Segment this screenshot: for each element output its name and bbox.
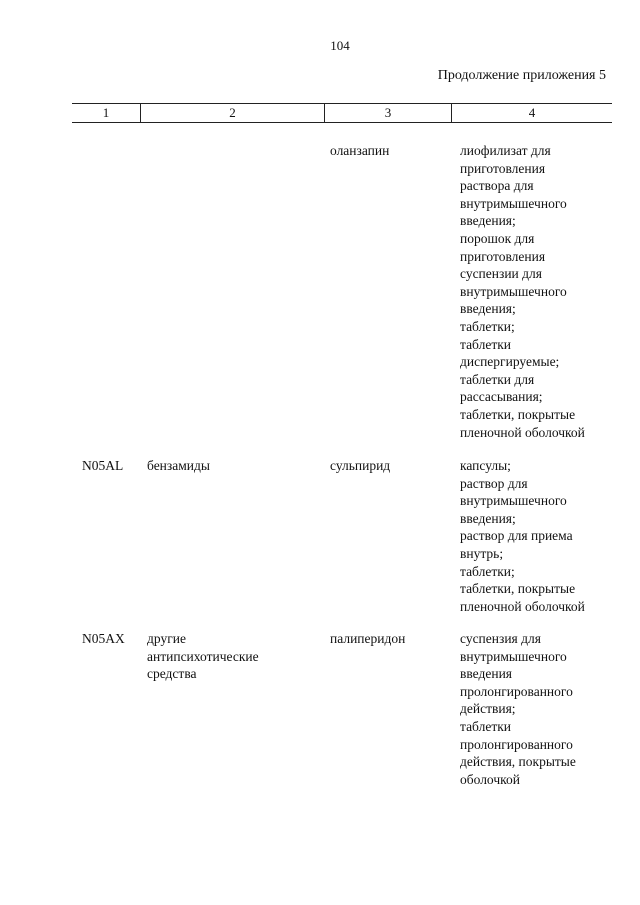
dosage-forms bbox=[460, 457, 620, 615]
dosage-form-line: таблетки для bbox=[460, 371, 535, 387]
dosage-form-line: раствора для bbox=[460, 178, 534, 194]
continuation-label: Продолжение приложения 5 bbox=[437, 68, 606, 83]
header-col-1: 1 bbox=[102, 105, 110, 120]
dosage-form-line: суспензии для bbox=[460, 266, 542, 282]
dosage-forms bbox=[460, 630, 620, 788]
table-header bbox=[72, 103, 612, 123]
header-col-4: 4 bbox=[528, 105, 536, 120]
drug-group bbox=[147, 457, 317, 475]
dosage-form-line: раствор для bbox=[460, 475, 528, 491]
dosage-form-line: лиофилизат для bbox=[460, 143, 551, 158]
dosage-form-line: внутримышечного bbox=[460, 648, 567, 664]
dosage-form-line: пленочной оболочкой bbox=[460, 598, 585, 614]
atc-code: N05AX bbox=[82, 631, 125, 646]
dosage-form-line: диспергируемые; bbox=[460, 354, 560, 370]
dosage-form-line: введения; bbox=[460, 301, 516, 317]
drug-group bbox=[147, 630, 317, 683]
dosage-form-line: введения bbox=[460, 666, 513, 682]
drug-name: оланзапин bbox=[330, 143, 390, 158]
dosage-form-line: внутримышечного bbox=[460, 283, 567, 299]
dosage-form-line: пленочной оболочкой bbox=[460, 424, 585, 440]
dosage-forms bbox=[460, 142, 620, 441]
dosage-form-line: рассасывания; bbox=[460, 389, 543, 405]
header-col-3: 3 bbox=[384, 105, 392, 120]
dosage-form-line: таблетки bbox=[460, 336, 512, 352]
drug-group-line: бензамиды bbox=[147, 458, 210, 473]
dosage-form-line: действия; bbox=[460, 701, 516, 717]
dosage-form-line: введения; bbox=[460, 510, 516, 526]
dosage-form-line: внутрь; bbox=[460, 545, 504, 561]
drug-group-line: другие bbox=[147, 631, 186, 646]
dosage-form-line: капсулы; bbox=[460, 458, 511, 473]
dosage-form-line: порошок для bbox=[460, 230, 535, 246]
header-col-2: 2 bbox=[229, 105, 236, 120]
dosage-form-line: пролонгированного bbox=[460, 736, 573, 752]
atc-code: N05AL bbox=[82, 458, 124, 473]
dosage-form-line: суспензия для bbox=[460, 631, 541, 646]
dosage-form-line: таблетки bbox=[460, 718, 512, 734]
dosage-form-line: таблетки; bbox=[460, 318, 515, 334]
page-number: 104 bbox=[330, 38, 350, 53]
drug-group-line: средства bbox=[147, 666, 197, 682]
dosage-form-line: таблетки, покрытые bbox=[460, 581, 576, 597]
dosage-form-line: приготовления bbox=[460, 248, 546, 264]
dosage-form-line: таблетки, покрытые bbox=[460, 406, 576, 422]
dosage-form-line: внутримышечного bbox=[460, 195, 567, 211]
drug-name: сульпирид bbox=[330, 458, 391, 473]
dosage-form-line: таблетки; bbox=[460, 563, 515, 579]
dosage-form-line: введения; bbox=[460, 213, 516, 229]
dosage-form-line: оболочкой bbox=[460, 771, 520, 787]
dosage-form-line: внутримышечного bbox=[460, 493, 567, 509]
dosage-form-line: действия, покрытые bbox=[460, 754, 576, 770]
dosage-form-line: раствор для приема bbox=[460, 528, 573, 544]
dosage-form-line: пролонгированного bbox=[460, 683, 573, 699]
dosage-form-line: приготовления bbox=[460, 160, 546, 176]
drug-name: палиперидон bbox=[330, 631, 406, 646]
drug-group-line: антипсихотические bbox=[147, 648, 259, 664]
